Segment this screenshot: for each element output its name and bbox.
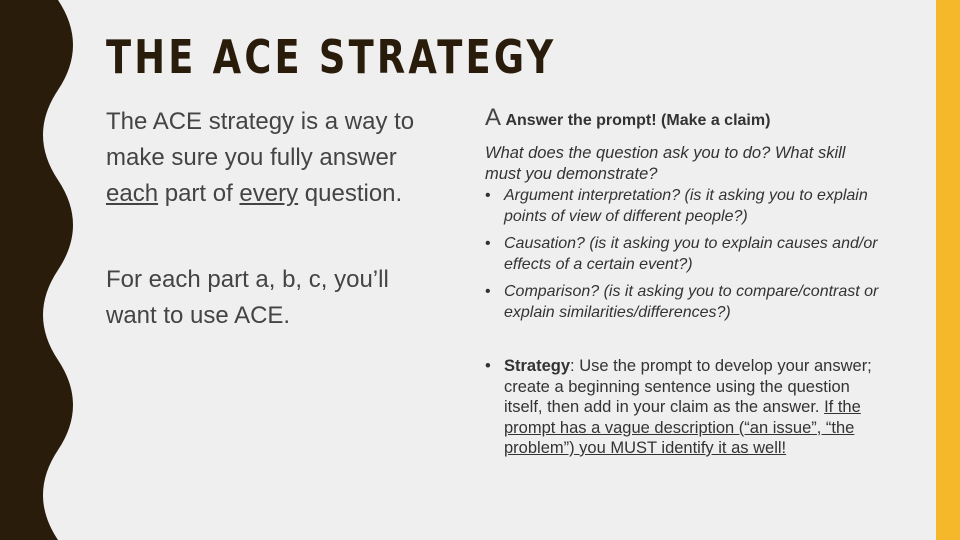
accent-stripe [936,0,960,540]
strategy-list [485,356,885,459]
slide-title: THE ACE STRATEGY [106,30,557,84]
strategy-label: Strategy [504,357,571,375]
guiding-question: What does the question ask you to do? What skill must you demonstrate? [485,144,846,183]
section-heading [485,104,885,135]
skill-options-list [485,185,885,323]
decorative-wavy-border [0,0,80,540]
list-item: • Causation? (is it asking you to explain causes and/or effects of a certain event?) [485,235,878,273]
bullet-icon: • [485,283,491,300]
instruction-paragraph: For each part a, b, c, you’ll want to use ACE. [106,266,389,329]
list-item: • Argument interpretation? (is it asking you to explain points of view of different people?) [485,187,868,225]
intro-column [106,104,416,334]
ace-letter: A [485,104,502,131]
bullet-icon: • [485,357,491,375]
bullet-icon: • [485,187,491,204]
list-item: • Comparison? (is it asking you to compare/contrast or explain similarities/differences?) [485,283,879,321]
emphasis-every: every [239,180,299,207]
intro-paragraph: The ACE strategy is a way to make sure you fully answer each part of every question. [106,108,415,207]
emphasis-each: each [106,180,159,207]
ace-answer-section [485,104,885,459]
heading-text: Answer the prompt! (Make a claim) [505,112,771,129]
bullet-icon: • [485,235,491,252]
strategy-emphasis: If the prompt has a vague description (“an issue”, “the problem”) you MUST identify it as well! [504,398,861,457]
strategy-item [485,356,885,459]
strategy-text: : Use the prompt to develop your answer; create a beginning sentence using the question itself, then add in your claim as the answer. [504,357,872,416]
